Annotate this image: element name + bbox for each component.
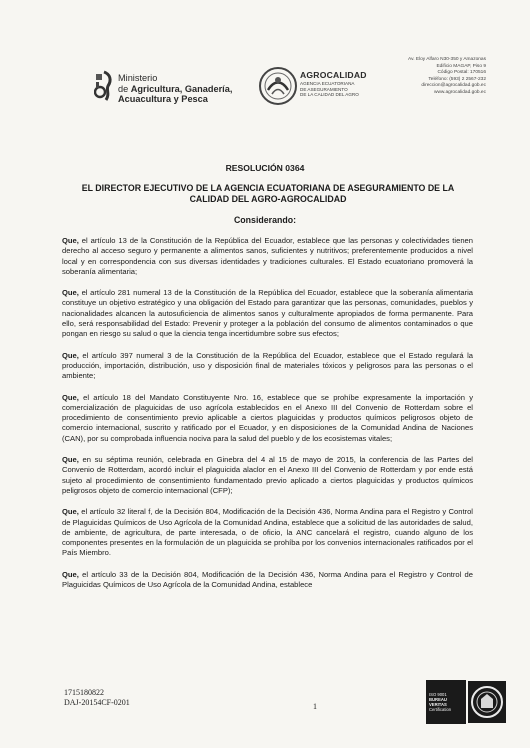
contact-line: Código Postal: 170516 (437, 70, 486, 76)
ministry-line-2: de Agricultura, Ganadería, (118, 83, 233, 94)
resolution-title: RESOLUCIÓN 0364 (225, 163, 305, 173)
agency-sub-3: DE LA CALIDAD DEL AGRO (300, 92, 359, 98)
director-heading: EL DIRECTOR EJECUTIVO DE LA AGENCIA ECUATORIANA DE ASEGURAMIENTO DE LA CALIDAD DEL AGRO-AGROCALIDAD (81, 183, 455, 205)
ministry-line-3: Acuacultura y Pesca (118, 94, 208, 104)
cert-line-2: BUREAU VERITAS (429, 697, 447, 707)
agency-sub-2: DE ASEGURAMIENTO (300, 86, 348, 92)
cert-line-1: ISO 9001 (429, 692, 447, 697)
contact-line: Teléfono: (593) 2 2567-232 (428, 76, 486, 82)
footer-codes (64, 688, 130, 708)
paragraph: Que, en su séptima reunión, celebrada en Ginebra del 4 al 15 de mayo de 2015, la conferencia de las Partes del Convenio de Rotterdam, acordó incluir el plaguicida alaclor en el Anexo III del Convenio de Rotterdam y por ende está sujeto al procedimiento de consentimiento fundamentado previo aplicado a ciertos plaguicidas y productos químicos peligrosos objeto de comercio internacional (CFP); (62, 455, 473, 495)
ministry-logo-icon (94, 70, 116, 104)
agency-subtitle (300, 81, 359, 98)
agrocalidad-seal-icon (258, 66, 298, 106)
paragraph: Que, el artículo 18 del Mandato Constituyente Nro. 16, establece que se prohíbe expresamente la importación y comercialización de plaguicidas de uso agrícola establecidos en el Anexo III del Convenio de Rotterdam sobre el procedimiento de consentimiento previo aplicable a ciertos plaguicidas y productos químicos peligrosos objeto de comercio internacional, suscrito y ratificado por el Ecuador, y en disposiciones de la Comunidad Andina de Naciones (CAN), por su comprobada influencia nociva para la salud del pueblo y de los ecosistemas vitales; (62, 392, 473, 443)
footer-code-2: DAJ-20154CF-0201 (64, 698, 130, 707)
agrocalidad-logo-block (258, 66, 398, 112)
contact-line: www.agrocalidad.gob.ec (434, 89, 486, 95)
page-number: 1 (313, 702, 317, 711)
ministry-logo-block (94, 70, 244, 110)
certification-text (429, 692, 451, 712)
paragraph: Que, el artículo 13 de la Constitución de la República del Ecuador, establece que las personas y colectividades tienen derecho al acceso seguro y permanente a alimentos sanos, suficientes y nutritivos; preferentemente producidos a nivel local y en correspondencia con sus diversas identidades y tradiciones culturales. El Estado ecuatoriano promoverá la soberanía alimentaria; (62, 236, 473, 276)
ministry-line-1: Ministerio (118, 73, 158, 83)
contact-info (400, 57, 486, 97)
footer-code-1: 1715180822 (64, 688, 104, 697)
paragraph: Que, el artículo 281 numeral 13 de la Constitución de la República del Ecuador, establece que la soberanía alimentaria constituye un objetivo estratégico y una obligación del Estado para garantizar que las personas, comunidades, pueblos y nacionalidades alcancen la autosuficiencia de alimentos sanos y culturalmente apropiados de forma permanente. Para ello, será responsabilidad del Estado: Prevenir y proteger a la población del consumo de alimentos contaminados o que pongan en riesgo su salud o que la ciencia tenga incertidumbre sobre sus efectos; (62, 288, 473, 339)
paragraph: Que, el artículo 33 de la Decisión 804, Modificación de la Decisión 436, Norma Andina para el Registro y Control de Plaguicidas Químicos de Uso Agrícola de la Comunidad Andina, establece (62, 569, 473, 590)
ministry-name (118, 73, 232, 105)
paragraph: Que, el artículo 397 numeral 3 de la Constitución de la República del Ecuador, establece que el Estado regulará la producción, importación, distribución, uso y disposición final de materiales tóxicos y peligrosos para las personas o el ambiente; (62, 350, 473, 381)
contact-line: Edificio MAGAP, Piso 9 (436, 63, 486, 69)
agency-name: AGROCALIDAD (300, 70, 367, 80)
paragraph: Que, el artículo 32 literal f, de la Decisión 804, Modificación de la Decisión 436, Norma Andina para el Registro y Control de Plaguicidas Químicos de Uso Agrícola de la Comunidad Andina, establece que a solicitud de las autoridades de salud, de ambiente, de agricultura, de parte interesada, o de oficio, la ANC cancelará el registro, cuando alguno de los componentes presentes en la formulación de un plaguicida se prohíba por los convenios internacionales ratificados por el País Miembro. (62, 507, 473, 558)
contact-line: Av. Eloy Alfaro N30-350 y Amazonas (408, 57, 486, 62)
considering-heading: Considerando: (233, 215, 297, 225)
document-body (62, 236, 473, 601)
cert-line-3: Certification (429, 707, 452, 712)
agency-sub-1: AGENCIA ECUATORIANA (300, 81, 355, 86)
certification-badge (426, 680, 466, 724)
bureau-veritas-seal-icon (468, 681, 506, 723)
contact-line: direccion@agrocalidad.gob.ec (421, 83, 486, 89)
